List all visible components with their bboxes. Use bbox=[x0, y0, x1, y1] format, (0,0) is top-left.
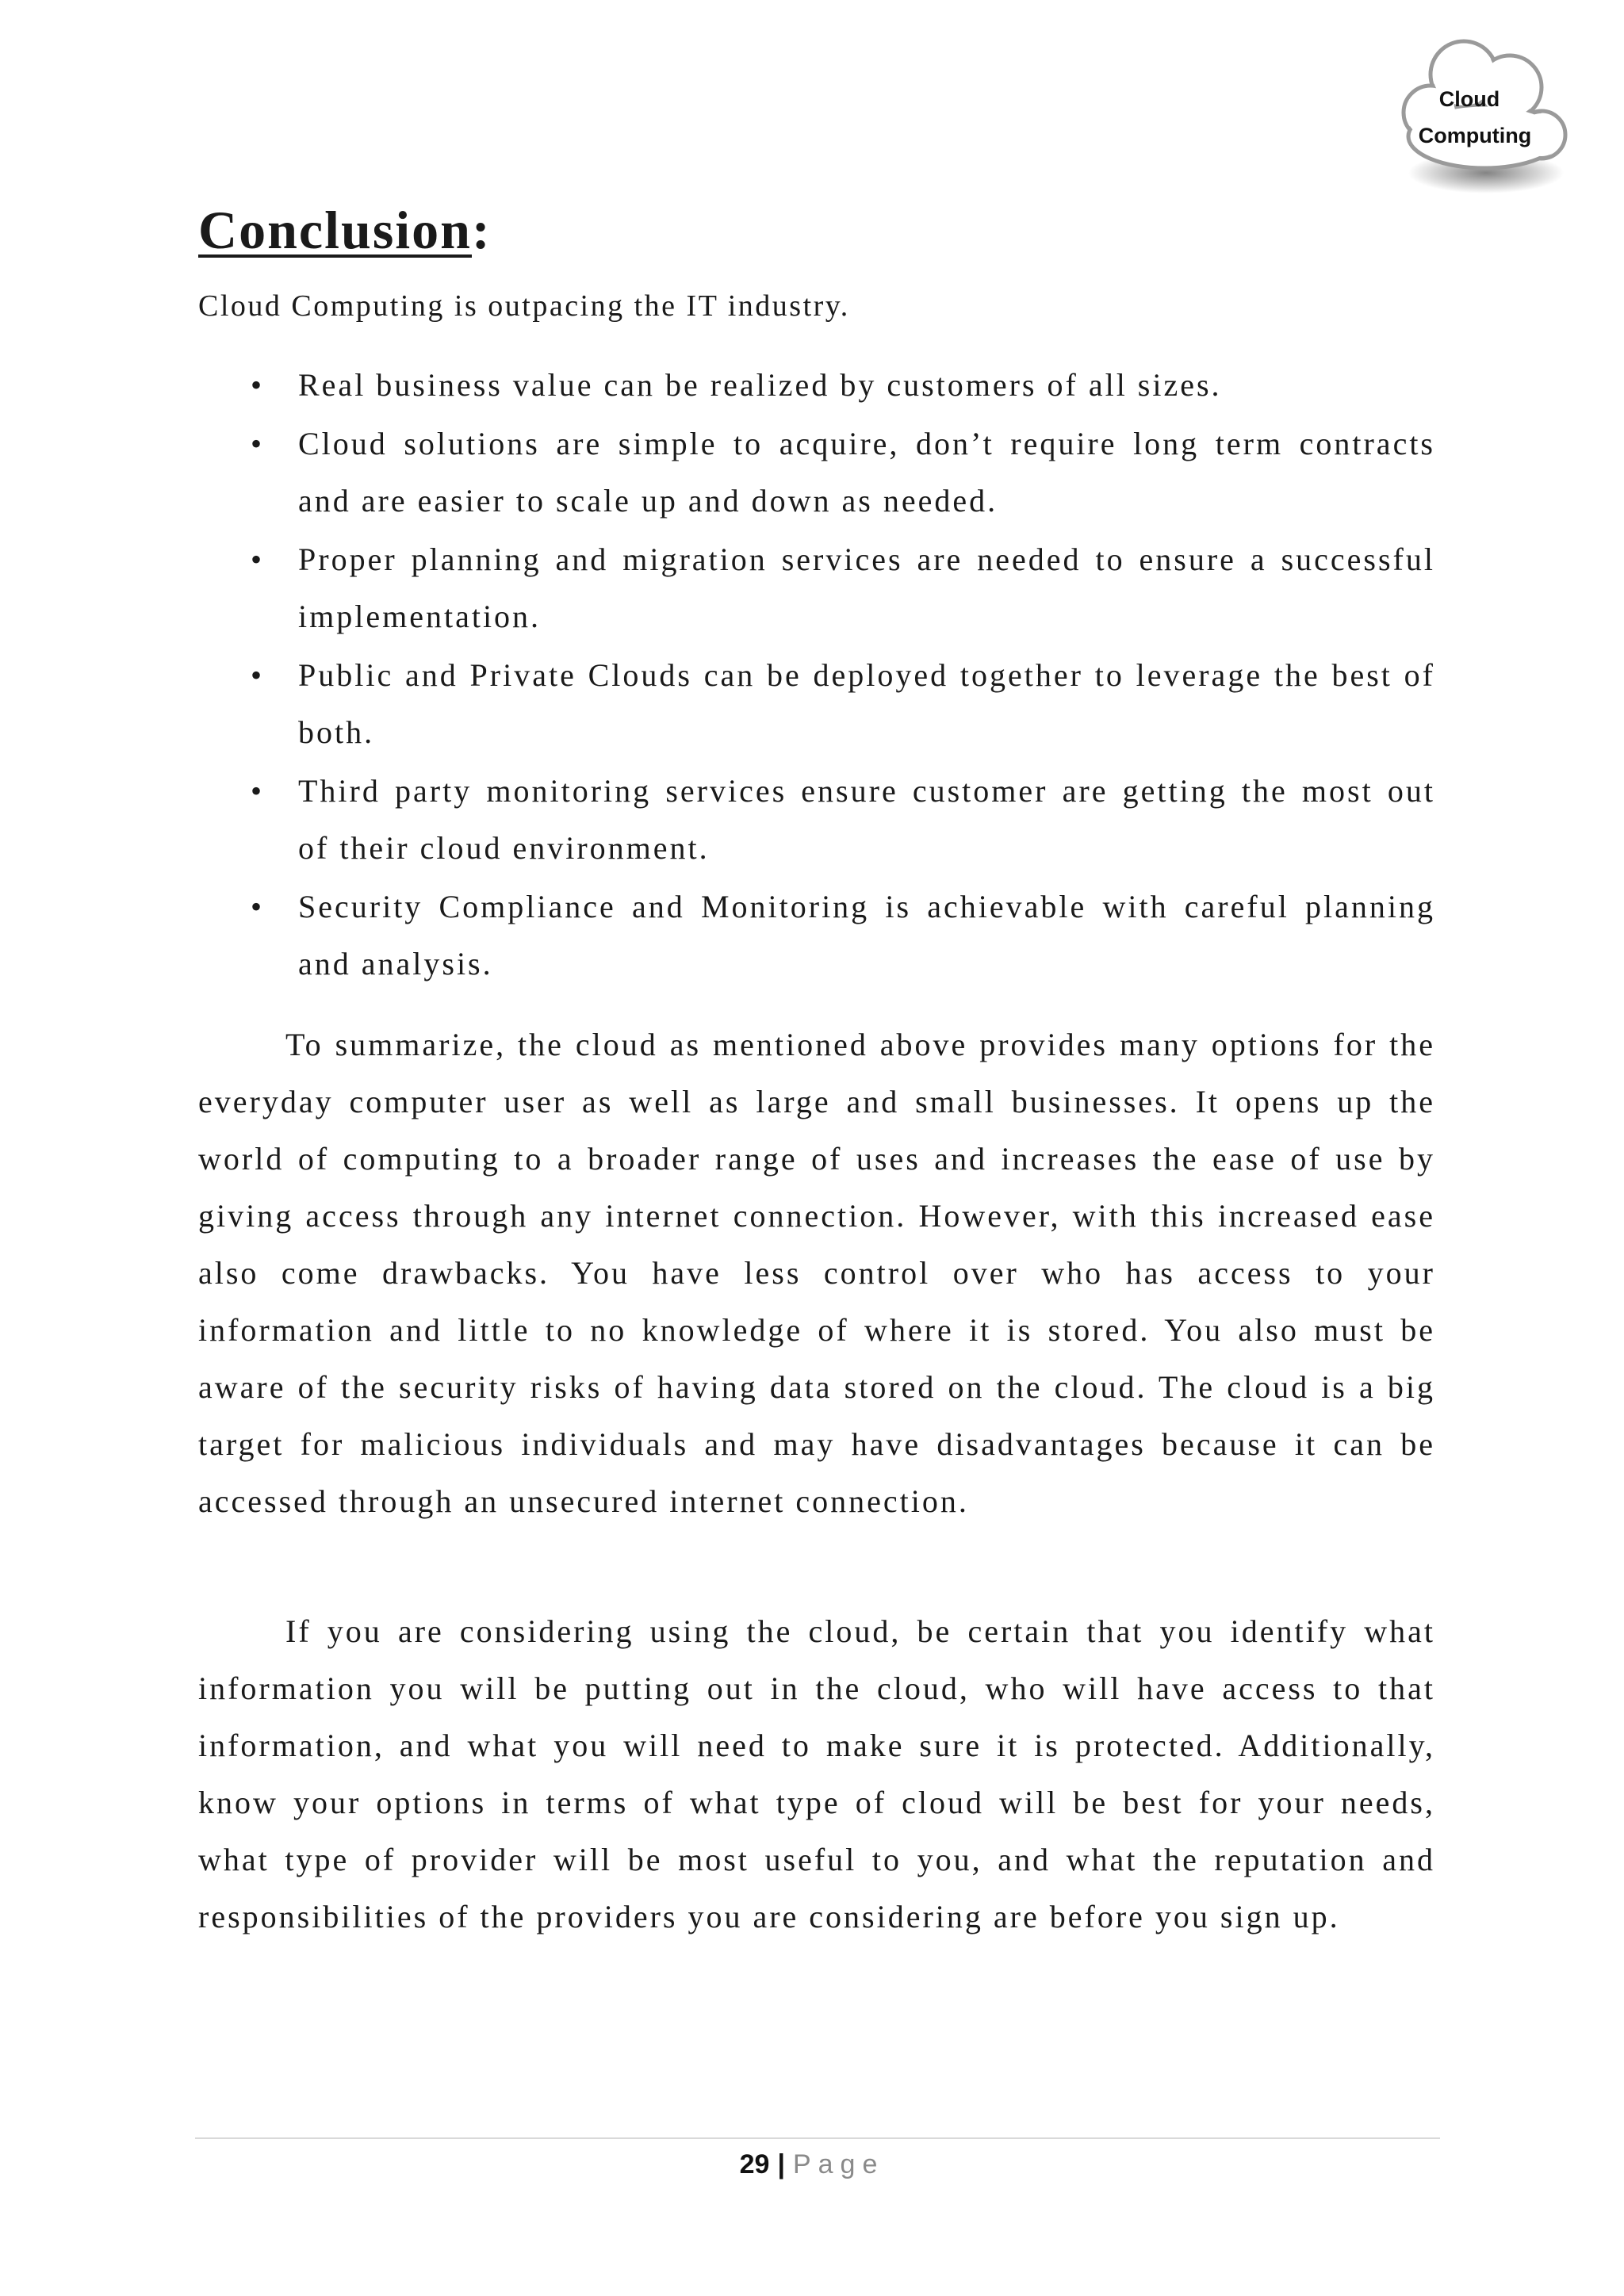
heading-word: Conclusion bbox=[198, 200, 472, 260]
bullet-text: Public and Private Clouds can be deployed together to leverage the best of both. bbox=[298, 657, 1435, 750]
bullet-item bbox=[198, 357, 1435, 414]
summary-paragraph: To summarize, the cloud as mentioned above provides many options for the everyday computer user as well as large and small businesses. It opens up the world of computing to a broader range of uses and increases the ease of use by giving access through any internet connection. However, with this increased ease also come drawbacks. You have less control over who has access to your information and little to no knowledge of where it is stored. You also must be aware of the security risks of having data stored on the cloud. The cloud is a big target for malicious individuals and may have disadvantages because it can be accessed through an unsecured internet connection. bbox=[198, 1027, 1435, 1519]
cloud-computing-logo bbox=[1386, 24, 1576, 206]
footer-separator: | bbox=[777, 2149, 785, 2179]
bullet-item bbox=[198, 763, 1435, 877]
page-label: Page bbox=[792, 2149, 885, 2179]
bullet-item bbox=[198, 531, 1435, 645]
intro-line: Cloud Computing is outpacing the IT industry. bbox=[198, 289, 850, 323]
bullet-item bbox=[198, 415, 1435, 530]
bullet-item bbox=[198, 647, 1435, 761]
bullet-text: Real business value can be realized by customers of all sizes. bbox=[298, 367, 1222, 403]
bullet-dot-icon: • bbox=[251, 889, 265, 924]
conclusion-bullet-list bbox=[198, 357, 1435, 994]
heading-colon: : bbox=[472, 200, 492, 260]
bullet-dot-icon: • bbox=[251, 541, 265, 577]
bullet-text: Security Compliance and Monitoring is achievable with careful planning and analysis. bbox=[298, 889, 1435, 982]
page-footer bbox=[0, 2147, 1624, 2182]
logo-line-2: Computing bbox=[1418, 124, 1532, 147]
bullet-dot-icon: • bbox=[251, 426, 265, 461]
page-number: 29 bbox=[739, 2149, 770, 2179]
page-heading bbox=[198, 190, 492, 270]
bullet-dot-icon: • bbox=[251, 657, 265, 693]
bullet-dot-icon: • bbox=[251, 367, 265, 403]
advice-paragraph: If you are considering using the cloud, be certain that you identify what information you will be putting out in the cloud, who will have access to that information, and what you will need to make sure it is protected. Additionally, know your options in terms of what type of cloud will be best for your needs, what type of provider will be most useful to you, and what the reputation and responsibilities of the providers you are considering are before you sign up. bbox=[198, 1613, 1435, 1934]
bullet-dot-icon: • bbox=[251, 773, 265, 809]
footer-divider bbox=[195, 2137, 1440, 2139]
bullet-text: Third party monitoring services ensure customer are getting the most out of their cloud environment. bbox=[298, 773, 1435, 866]
bullet-text: Proper planning and migration services are needed to ensure a successful implementation. bbox=[298, 541, 1435, 634]
bullet-text: Cloud solutions are simple to acquire, don’t require long term contracts and are easier to scale up and down as needed. bbox=[298, 426, 1435, 519]
logo-line-1: Cloud bbox=[1438, 87, 1500, 111]
bullet-item bbox=[198, 878, 1435, 993]
